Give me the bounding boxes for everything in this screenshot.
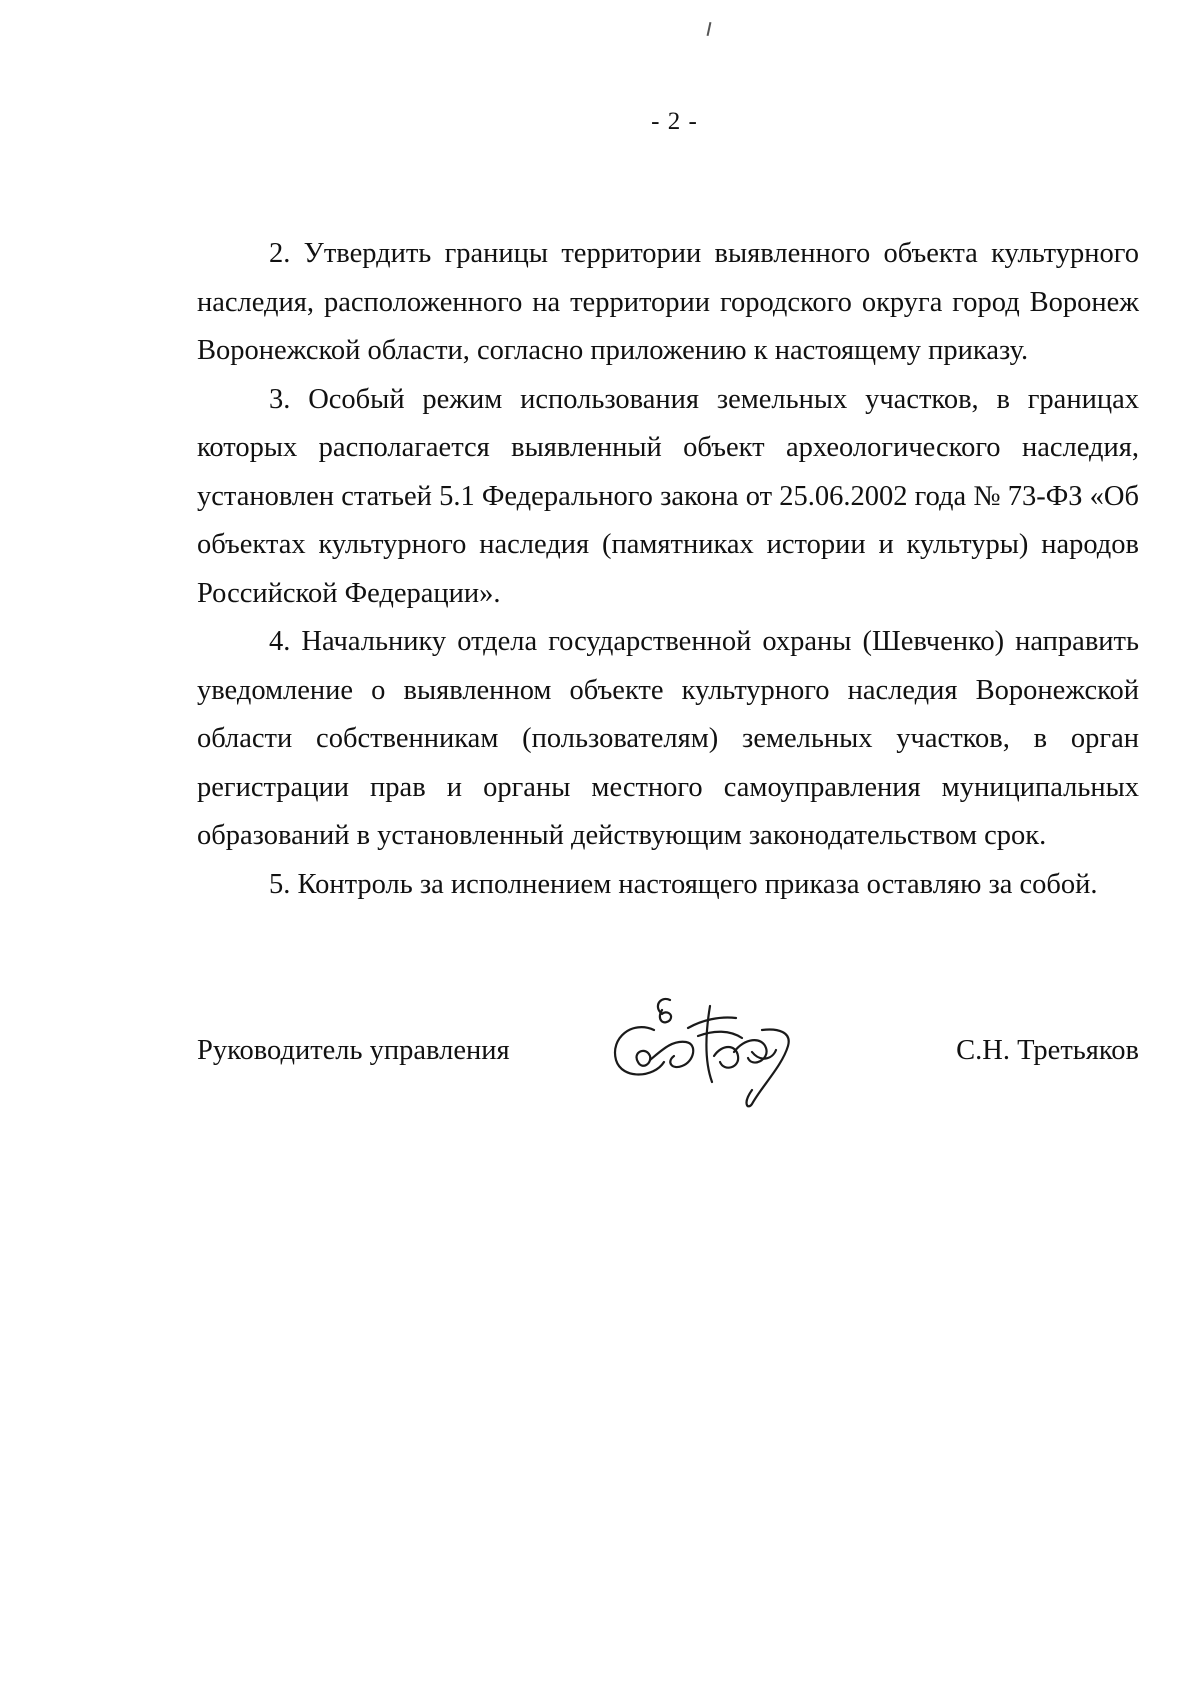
paragraph-5: 5. Контроль за исполнением настоящего приказа оставляю за собой.	[269, 868, 1098, 900]
paragraph-3: 3. Особый режим использования земельных участков, в границах которых располагается выявленный объект археологического наследия, установлен статьей 5.1 Федерального закона от 25.06.2002 года № 73-ФЗ «Об объектах культурного наследия (памятниках истории и культуры) народов Российской Федерации».	[197, 383, 1139, 609]
scan-artifact-mark	[707, 22, 712, 36]
handwritten-signature	[602, 990, 802, 1110]
signer-name: С.Н. Третьяков	[956, 1035, 1139, 1066]
document-body	[197, 230, 1139, 909]
paragraph-4: 4. Начальнику отдела государственной охраны (Шевченко) направить уведомление о выявленном объекте культурного наследия Воронежской области собственникам (пользователям) земельных участков, в орган регистрации прав и органы местного самоуправления муниципальных образований в установленный действующим законодательством срок.	[197, 626, 1139, 851]
paragraph-2: 2. Утвердить границы территории выявленного объекта культурного наследия, расположенного на территории городского округа город Воронеж Воронежской области, согласно приложению к настоящему приказу.	[197, 238, 1139, 366]
page-number: - 2 -	[651, 108, 698, 135]
signer-position: Руководитель управления	[197, 1035, 510, 1066]
